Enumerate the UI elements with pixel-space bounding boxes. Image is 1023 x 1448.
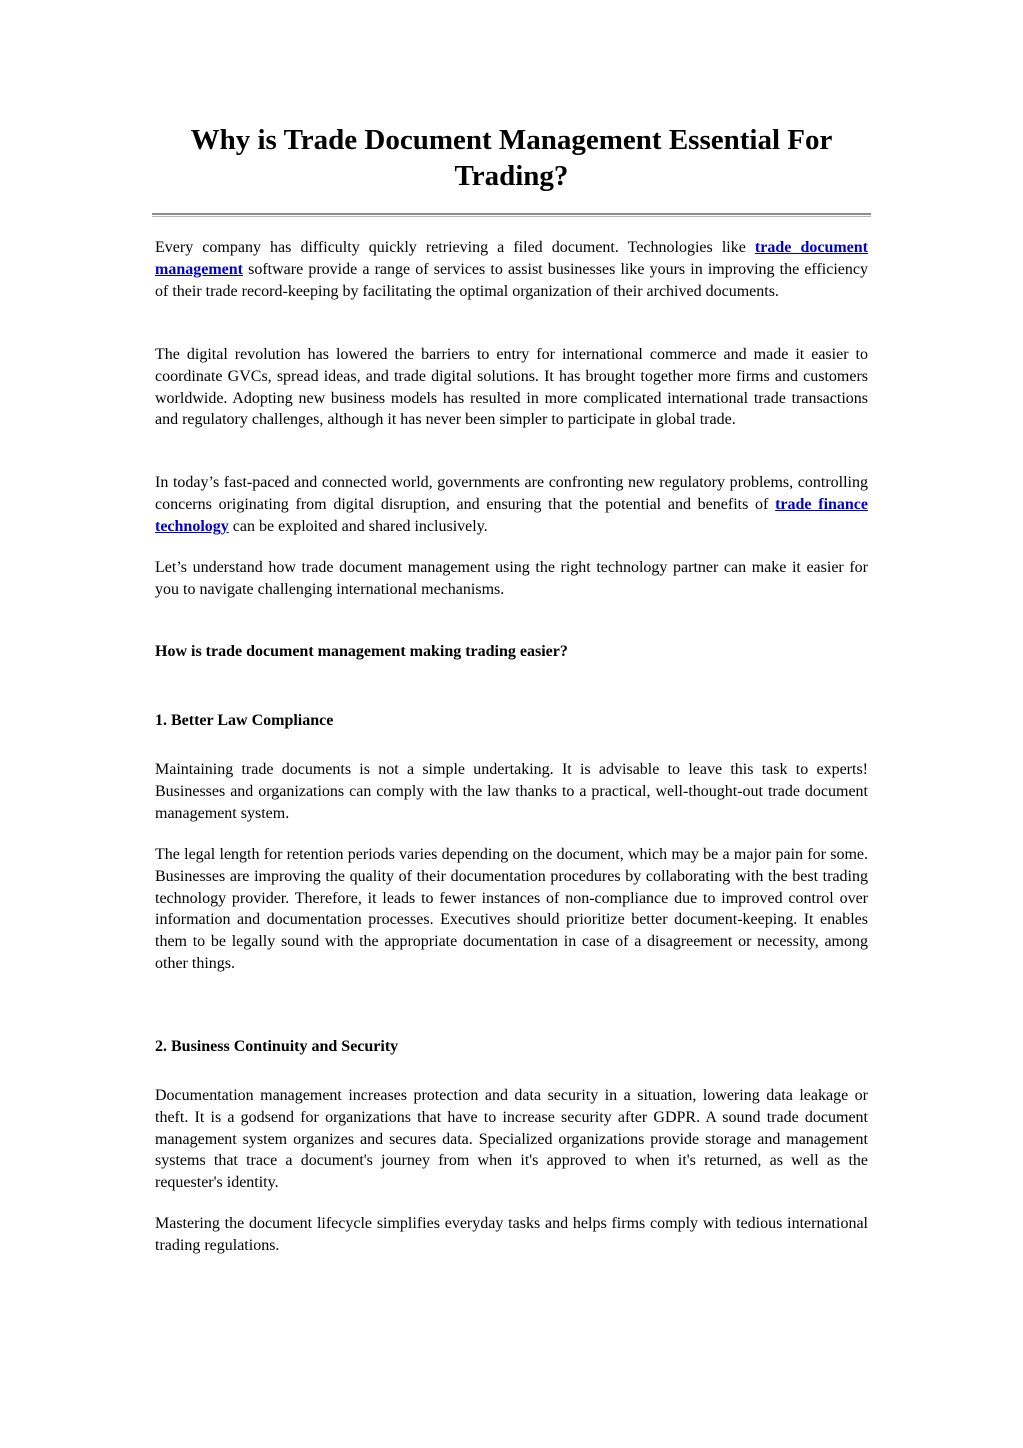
law-compliance-paragraph-1: Maintaining trade documents is not a simple undertaking. It is advisable to leave this task to experts! Businesses and organizations can comply with the law thanks to a practical, well-thought-out trade document management system. <box>155 761 868 822</box>
section-heading-continuity-security: 2. Business Continuity and Security <box>155 1038 399 1055</box>
governments-paragraph <box>155 472 868 537</box>
understand-paragraph: Let’s understand how trade document management using the right technology partner can make it easier for you to navigate challenging international mechanisms. <box>155 559 868 598</box>
intro-text-after: software provide a range of services to assist businesses like yours in improving the efficiency of their trade record-keeping by facilitating the optimal organization of their archived documents. <box>155 260 868 300</box>
intro-text-before: Every company has difficulty quickly retrieving a filed document. Technologies like <box>155 239 755 256</box>
title-divider <box>152 213 871 217</box>
trade-finance-technology-link[interactable]: trade finance technology <box>155 495 869 535</box>
digital-revolution-paragraph: The digital revolution has lowered the barriers to entry for international commerce and made it easier to coordinate GVCs, spread ideas, and trade digital solutions. It has brought together more firms and customers worldwide. Adopting new business models has resulted in more complicated international trade transactions and regulatory challenges, although it has never been simpler to participate in global trade. <box>155 346 868 429</box>
trade-document-management-link[interactable]: trade document management <box>155 239 868 278</box>
governments-text-after: can be exploited and shared inclusively. <box>228 517 488 535</box>
security-paragraph-1: Documentation management increases protection and data security in a situation, lowering data leakage or theft. It is a godsend for organizations that have to increase security after GDPR. A sound trade document management system organizes and secures data. Specialized organizations provide storage and management systems that trace a document's journey from when it's approved to when it's returned, as well as the requester's identity. <box>155 1087 868 1192</box>
page-title: Why is Trade Document Management Essential For Trading? <box>190 124 833 192</box>
governments-text-before: In today’s fast-paced and connected world, governments are confronting new regulatory problems, controlling concerns originating from digital disruption, and ensuring that the potential and benefits of <box>155 474 868 513</box>
security-paragraph-2: Mastering the document lifecycle simplifies everyday tasks and helps firms comply with tedious international trading regulations. <box>155 1215 868 1254</box>
law-compliance-paragraph-2: The legal length for retention periods varies depending on the document, which may be a major pain for some. Businesses are improving the quality of their documentation procedures by collaborating with the best trading technology provider. Therefore, it leads to fewer instances of non-compliance due to improved control over information and documentation processes. Executives should prioritize better document-keeping. It enables them to be legally sound with the appropriate documentation in case of a disagreement or necessity, among other things. <box>155 846 868 972</box>
section-heading-law-compliance: 1. Better Law Compliance <box>155 712 334 729</box>
intro-paragraph <box>155 237 868 302</box>
section-heading-main: How is trade document management making trading easier? <box>155 643 568 660</box>
